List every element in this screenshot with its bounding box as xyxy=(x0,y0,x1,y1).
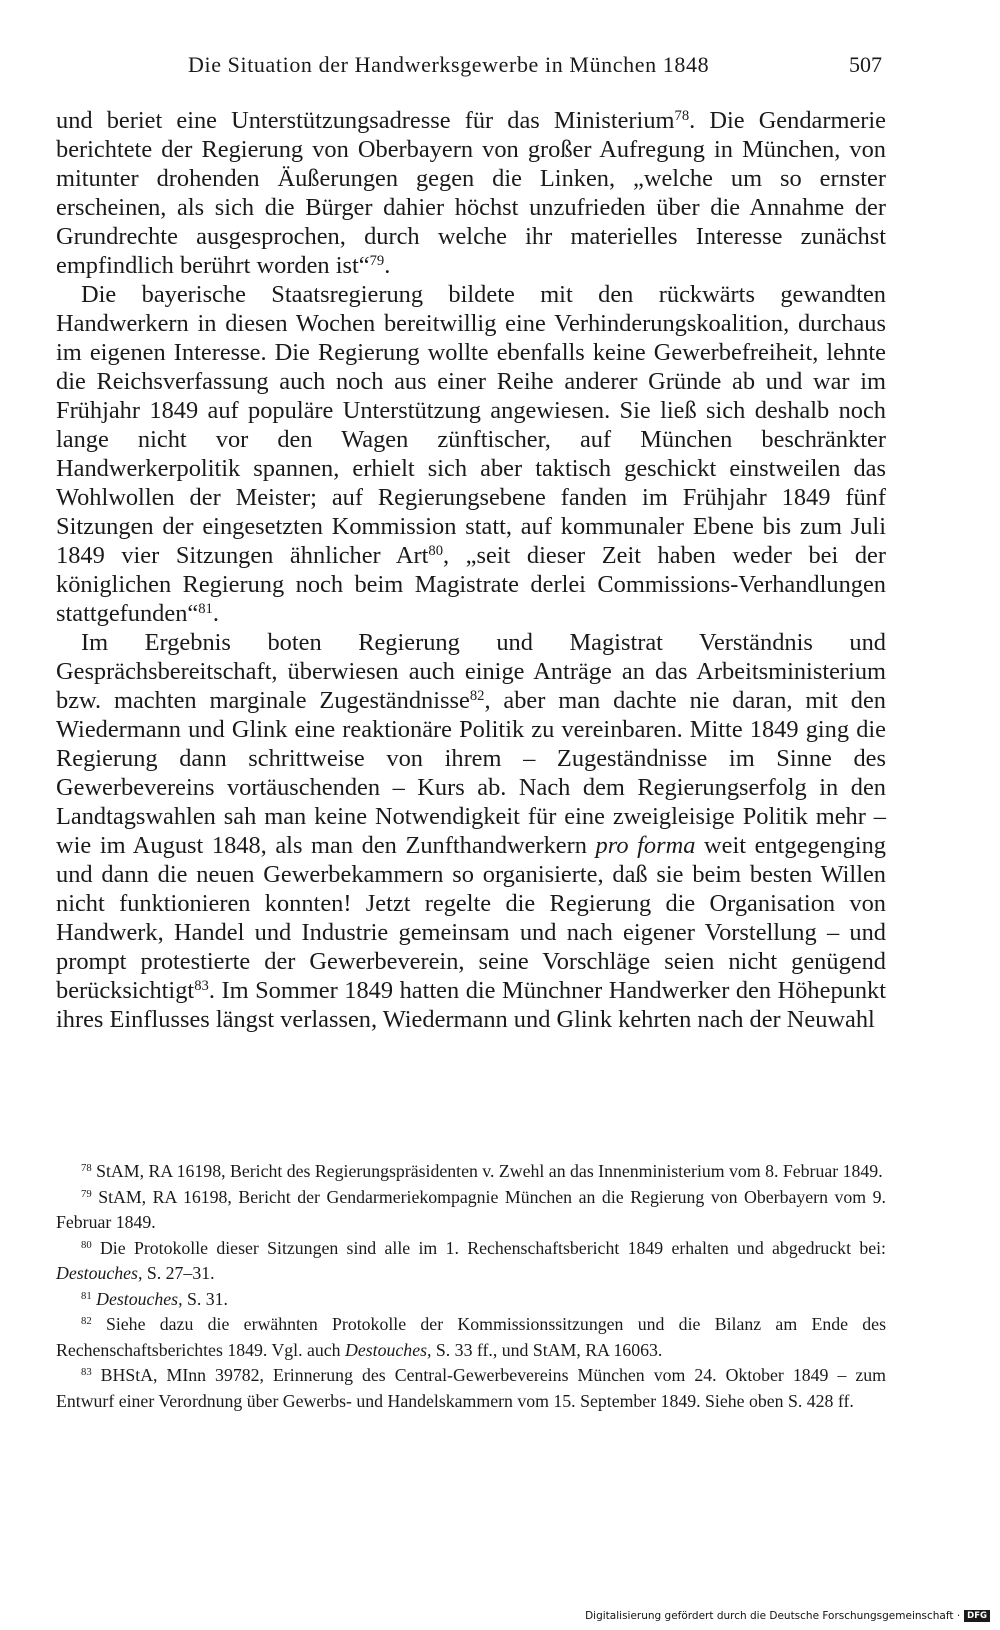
text-run: weit entgegenging und dann die neuen Gewerbekammern so organisierte, daß sie beim besten Willen nicht funktionieren konnten! Jetzt regelte die Regierung die Organisation von Handwerk, Handel und Industrie gemeinsam und nach eigener Vorstellung – und prompt protestierte der Gewerbeverein, seine Vorschläge seien nicht genügend berücksichtigt xyxy=(56,832,886,1004)
credit-text: Digitalisierung gefördert durch die Deutsche Forschungsgemeinschaft · xyxy=(585,1610,961,1622)
italic-text: Destouches, xyxy=(96,1288,183,1309)
footnote-ref: 80 xyxy=(428,542,444,559)
text-run: . xyxy=(212,600,219,627)
main-text xyxy=(56,106,886,1034)
footnote xyxy=(56,1185,886,1236)
text-run: . Im Sommer 1849 hatten die Münchner Handwerker den Höhepunkt ihres Einflusses längst verlassen, Wiedermann und Glink kehrten nach der Neuwahl xyxy=(56,977,886,1033)
paragraph xyxy=(56,628,886,1034)
footnote-ref: 81 xyxy=(198,600,213,617)
text-run: S. 31. xyxy=(182,1288,228,1309)
footnote xyxy=(56,1312,886,1363)
footnote xyxy=(56,1159,886,1185)
footnote xyxy=(56,1363,886,1414)
footnote-ref: 79 xyxy=(369,252,385,269)
text-run: StAM, RA 16198, Bericht der Gendarmeriekompagnie München an die Regierung von Oberbayern vom 9. Februar 1849. xyxy=(56,1186,886,1232)
footnote-ref: 80 xyxy=(81,1238,92,1251)
paragraph xyxy=(56,280,886,628)
text-run: Die Protokolle dieser Sitzungen sind alle im 1. Rechenschaftsbericht 1849 erhalten und abgedruckt bei: xyxy=(91,1237,886,1258)
text-run: BHStA, MInn 39782, Erinnerung des Central-Gewerbevereins München vom 24. Oktober 1849 – zum Entwurf einer Verordnung über Gewerbs- und Handelskammern vom 15. September 1849. Siehe oben S. 428 ff. xyxy=(56,1365,886,1411)
paragraph xyxy=(56,106,886,280)
italic-text: Destouches, xyxy=(56,1263,143,1283)
running-header xyxy=(188,52,882,86)
text-run: Siehe dazu die erwähnten Protokolle der Kommissionssitzungen und die Bilanz am Ende des Rechenschaftsberichtes 1849. Vgl. auch xyxy=(56,1314,886,1360)
text-run: Die bayerische Staatsregierung bildete mit den rückwärts gewandten Handwerkern in diesen Wochen bereitwillig eine Verhinderungskoalition, durchaus im eigenen Interesse. Die Regierung wollte ebenfalls keine Gewerbefreiheit, lehnte die Reichsverfassung auch noch aus einer Reihe anderer Gründe ab und war im Frühjahr 1849 auf populäre Unterstützung angewiesen. Sie ließ sich deshalb noch lange nicht vor den Wagen zünftischer, auf München beschränkter Handwerkerpolitik spannen, erhielt sich aber taktisch geschickt einstweilen das Wohlwollen der Meister; auf Regierungsebene fanden im Frühjahr 1849 fünf Sitzungen der eingesetzten Kommission statt, auf kommunaler Ebene bis zum Juli 1849 vier Sitzungen ähnlicher Art xyxy=(56,281,886,569)
footnotes xyxy=(56,1159,886,1414)
text-run: Im Ergebnis boten Regierung und Magistrat Verständnis und Gesprächsbereitschaft, überwiesen auch einige Anträge an das Arbeitsministerium bzw. machten marginale Zugeständnisse xyxy=(56,629,886,714)
footnote-ref: 78 xyxy=(674,107,690,124)
text-run: StAM, RA 16198, Bericht des Regierungspräsidenten v. Zwehl an das Innenministerium vom 8. Februar 1849. xyxy=(91,1161,883,1181)
text-run: S. 33 ff., und StAM, RA 16063. xyxy=(431,1339,663,1360)
footnote-ref: 78 xyxy=(81,1162,92,1175)
text-run: , aber man dachte nie daran, mit den Wiedermann und Glink eine reaktionäre Politik zu vereinbaren. Mitte 1849 ging die Regierung dann schrittweise von ihrem – Zugeständnisse im Sinne des Gewerbevereins vortäuschenden – Kurs ab. Nach dem Regierungserfolg in den Landtagswahlen sah man keine Notwendigkeit für eine zweigleisige Politik mehr – wie im August 1848, als man den Zunfthandwerkern xyxy=(56,687,886,859)
italic-text: Destouches, xyxy=(345,1339,432,1360)
running-title: Die Situation der Handwerksgewerbe in München 1848 xyxy=(188,52,710,77)
text-run: und beriet eine Unterstützungsadresse für das Ministerium xyxy=(56,107,675,134)
text-run: S. 27–31. xyxy=(142,1263,215,1283)
digitization-credit xyxy=(585,1610,990,1622)
text-run: . Die Gendarmerie berichtete der Regierung von Oberbayern von großer Aufregung in München, von mitunter drohenden Äußerungen gegen die Linken, „welche um so ernster erscheinen, als sich die Bürger dahier höchst unzufrieden über die Annahme der Grundrechte ausgesprochen, durch welche ihr materielles Interesse zunächst empfindlich berührt worden ist“ xyxy=(56,107,886,279)
footnote-ref: 79 xyxy=(81,1187,92,1200)
footnote-ref: 82 xyxy=(81,1315,92,1328)
footnote xyxy=(56,1236,886,1287)
footnote-ref: 82 xyxy=(469,687,485,704)
text-run: . xyxy=(384,252,391,279)
footnote xyxy=(56,1287,886,1313)
text-run: , „seit dieser Zeit haben weder bei der königlichen Regierung noch beim Magistrate derlei Commissions-Verhandlungen stattgefunden“ xyxy=(56,542,886,627)
footnote-ref: 83 xyxy=(194,977,209,994)
page-number: 507 xyxy=(849,52,882,77)
footnote-ref: 83 xyxy=(81,1366,92,1379)
italic-text: pro forma xyxy=(595,832,696,859)
footnote-ref: 81 xyxy=(81,1289,92,1302)
dfg-logo: DFG xyxy=(964,1610,990,1622)
